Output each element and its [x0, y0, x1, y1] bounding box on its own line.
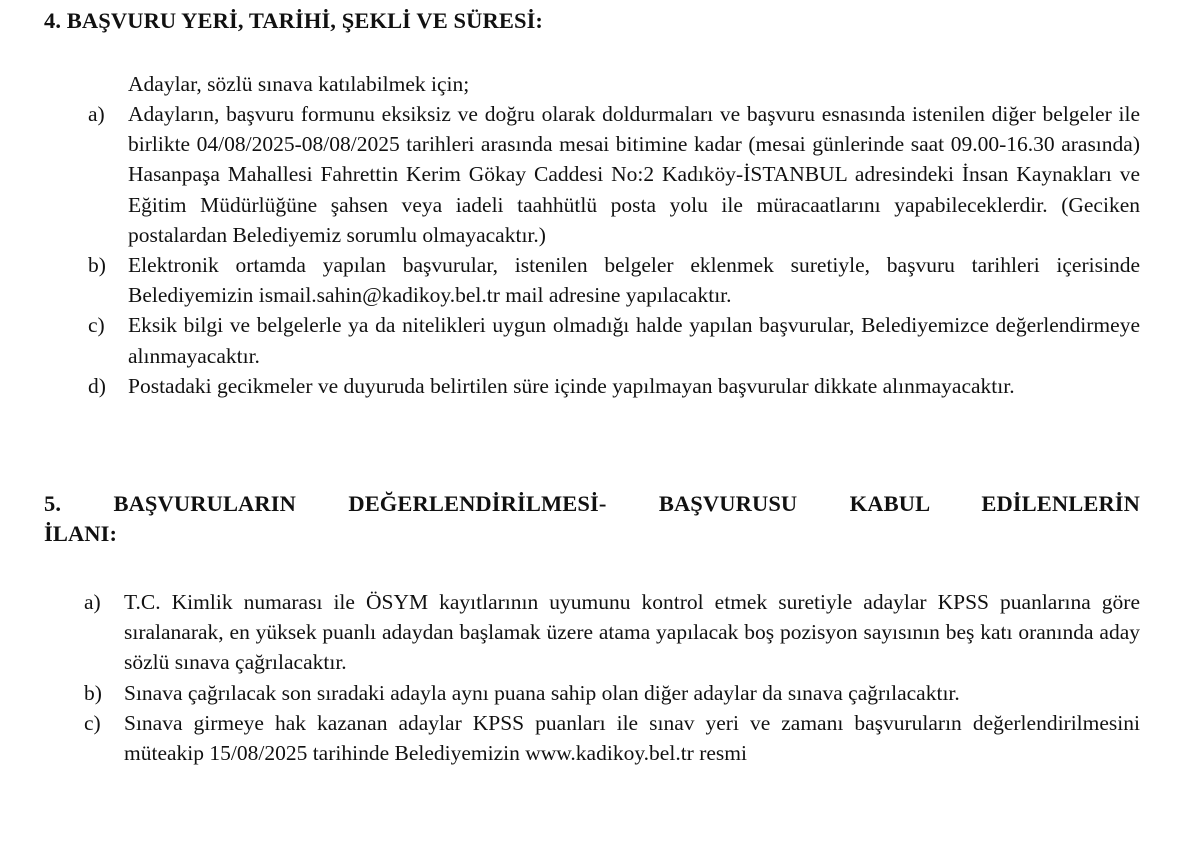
section-5-list [84, 587, 1140, 768]
list-item-text: Adayların, başvuru formunu eksiksiz ve doğru olarak doldurmaları ve başvuru esnasında istenilen diğer belgeler ile birlikte 04/08/2025-08/08/2025 tarihleri arasında mesai bitimine kadar (mesai günlerinde saat 09.00-16.30 arasında) Hasanpaşa Mahallesi Fahrettin Kerim Gökay Caddesi No:2 Kadıköy-İSTANBUL adresindeki İnsan Kaynakları ve Eğitim Müdürlüğüne şahsen veya iadeli taahhütlü posta yolu ile müracaatlarını yapabileceklerdir. (Geciken postalardan Belediyemiz sorumlu olmayacaktır.) [128, 102, 1140, 247]
list-item [84, 678, 1140, 708]
list-marker: b) [88, 253, 106, 278]
list-item-text: Sınava çağrılacak son sıradaki adayla aynı puana sahip olan diğer adaylar da sınava çağrılacaktır. [124, 680, 960, 705]
list-item-text: Sınava girmeye hak kazanan adaylar KPSS puanları ile sınav yeri ve zamanı başvuruların değerlendirilmesini müteakip 15/08/2025 tarihinde Belediyemizin www.kadikoy.bel.tr resmi [124, 710, 1140, 766]
list-item [88, 371, 1140, 401]
list-item [88, 310, 1140, 370]
section-5-heading [44, 489, 1140, 549]
section-4-intro: Adaylar, sözlü sınava katılabilmek için; [128, 72, 470, 96]
list-marker: a) [84, 590, 101, 614]
list-item [84, 708, 1140, 768]
list-marker: a) [88, 102, 105, 126]
list-marker: c) [88, 313, 105, 338]
list-marker: d) [88, 373, 106, 398]
section-4-heading: 4. BAŞVURU YERİ, TARİHİ, ŞEKLİ VE SÜRESİ: [44, 8, 544, 33]
section-4-list [88, 99, 1140, 401]
list-item [88, 99, 1140, 250]
section-5-heading-line-1: 5. BAŞVURULARIN DEĞERLENDİRİLMESİ- BAŞVURUSU KABUL EDİLENLERİN [44, 491, 1140, 516]
section-5-heading-line-2: İLANI: [44, 521, 118, 546]
list-item-text: Postadaki gecikmeler ve duyuruda belirtilen süre içinde yapılmayan başvurular dikkate alınmayacaktır. [128, 373, 1015, 398]
list-marker: b) [84, 680, 102, 705]
list-item [88, 250, 1140, 310]
list-item [84, 587, 1140, 678]
list-marker: c) [84, 710, 101, 735]
list-item-text: Elektronik ortamda yapılan başvurular, istenilen belgeler eklenmek suretiyle, başvuru tarihleri içerisinde Belediyemizin ismail.sahin@kadikoy.bel.tr mail adresine yapılacaktır. [128, 253, 1140, 308]
list-item-text: Eksik bilgi ve belgelerle ya da nitelikleri uygun olmadığı halde yapılan başvurular, Belediyemizce değerlendirmeye alınmayacaktır. [128, 313, 1140, 368]
list-item-text: T.C. Kimlik numarası ile ÖSYM kayıtlarının uyumunu kontrol etmek suretiyle adaylar KPSS puanlarına göre sıralanarak, en yüksek puanlı adaydan başlamak üzere atama yapılacak boş pozisyon sayısının beş katı oranında aday sözlü sınava çağrılacaktır. [124, 590, 1140, 675]
